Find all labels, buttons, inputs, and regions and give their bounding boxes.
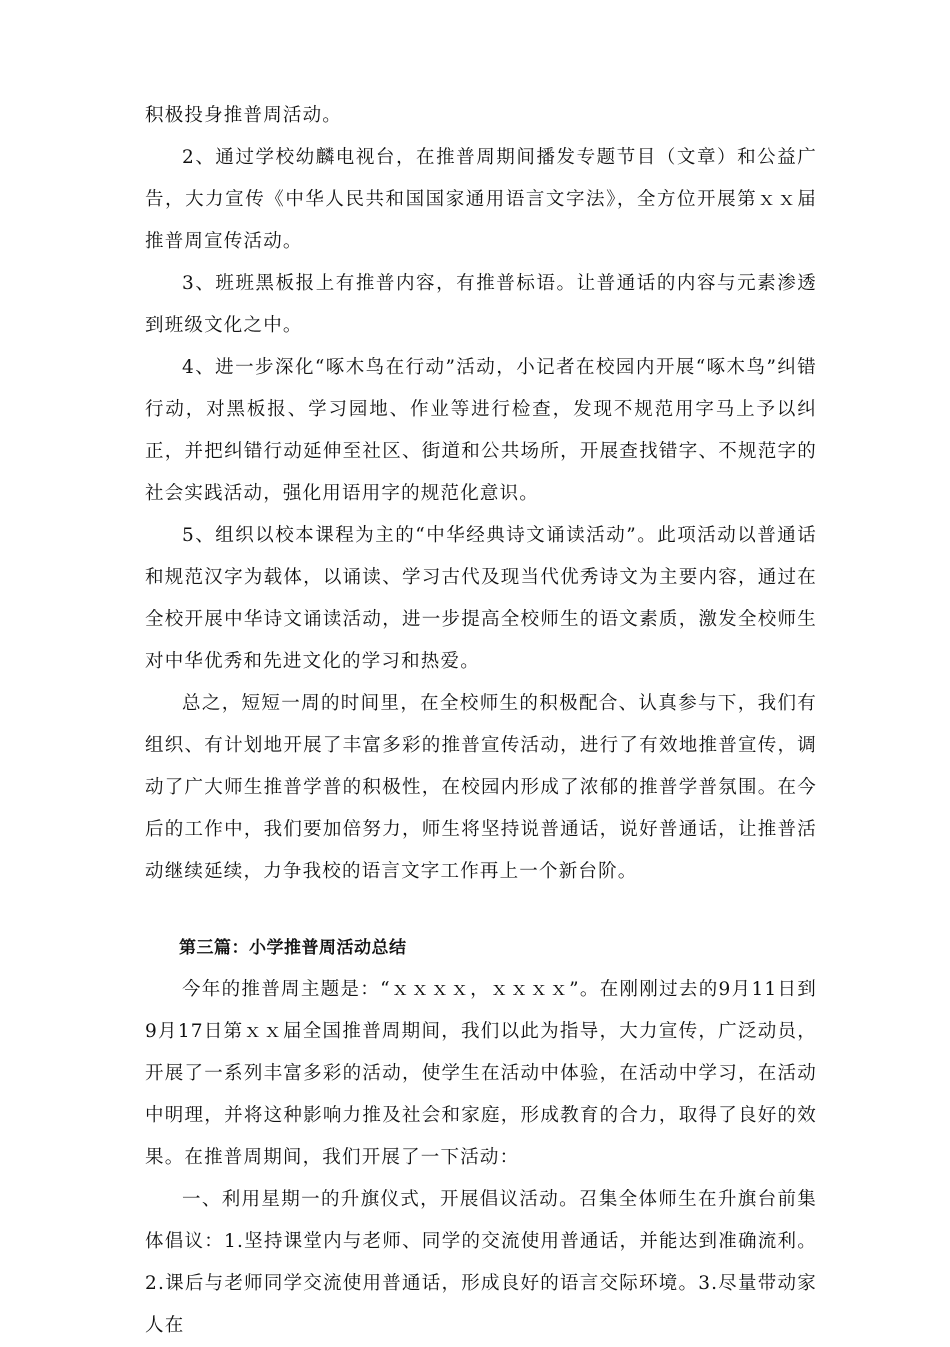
paragraph-item-4: 4、进一步深化“啄木鸟在行动”活动，小记者在校园内开展“啄木鸟”纠错行动，对黑板报、学习园地、作业等进行检查，发现不规范用字马上予以纠正，并把纠错行动延伸至社区、街道和公共场所，开展查找错字、不规范字的社会实践活动，强化用语用字的规范化意识。: [145, 357, 817, 504]
document-body: [145, 95, 817, 1347]
paragraph-item-3: 3、班班黑板报上有推普内容，有推普标语。让普通话的内容与元素渗透到班级文化之中。: [145, 273, 817, 336]
paragraph-activity-1: 一、利用星期一的升旗仪式，开展倡议活动。召集全体师生在升旗台前集体倡议：1.坚持课堂内与老师、同学的交流使用普通话，并能达到准确流利。 2.课后与老师同学交流使用普通话，形成良好的语言交际环境。3.尽量带动家人在: [145, 1189, 817, 1336]
paragraph-theme: 今年的推普周主题是：“ｘｘｘｘ，ｘｘｘｘ”。在刚刚过去的9月11日到9月17日第ｘｘ届全国推普周期间，我们以此为指导，大力宣传，广泛动员，开展了一系列丰富多彩的活动，使学生在活动中体验，在活动中学习，在活动中明理，并将这种影响力推及社会和家庭，形成教育的合力，取得了良好的效果。在推普周期间，我们开展了一下活动：: [145, 979, 817, 1168]
section-three-title: 第三篇：小学推普周活动总结: [179, 938, 407, 958]
paragraph-item-2: 2、通过学校幼麟电视台，在推普周期间播发专题节目（文章）和公益广告，大力宣传《中华人民共和国国家通用语言文字法》，全方位开展第ｘｘ届推普周宣传活动。: [145, 147, 817, 252]
paragraph-summary: 总之，短短一周的时间里，在全校师生的积极配合、认真参与下，我们有组织、有计划地开展了丰富多彩的推普宣传活动，进行了有效地推普宣传，调动了广大师生推普学普的积极性，在校园内形成了浓郁的推普学普氛围。在今后的工作中，我们要加倍努力，师生将坚持说普通话，说好普通话，让推普活动继续延续，力争我校的语言文字工作再上一个新台阶。: [145, 693, 817, 882]
paragraph-item-5: 5、组织以校本课程为主的“中华经典诗文诵读活动”。此项活动以普通话和规范汉字为载体，以诵读、学习古代及现当代优秀诗文为主要内容，通过在全校开展中华诗文诵读活动，进一步提高全校师生的语文素质，激发全校师生对中华优秀和先进文化的学习和热爱。: [145, 525, 817, 672]
paragraph-continuation: 积极投身推普周活动。: [145, 105, 343, 126]
